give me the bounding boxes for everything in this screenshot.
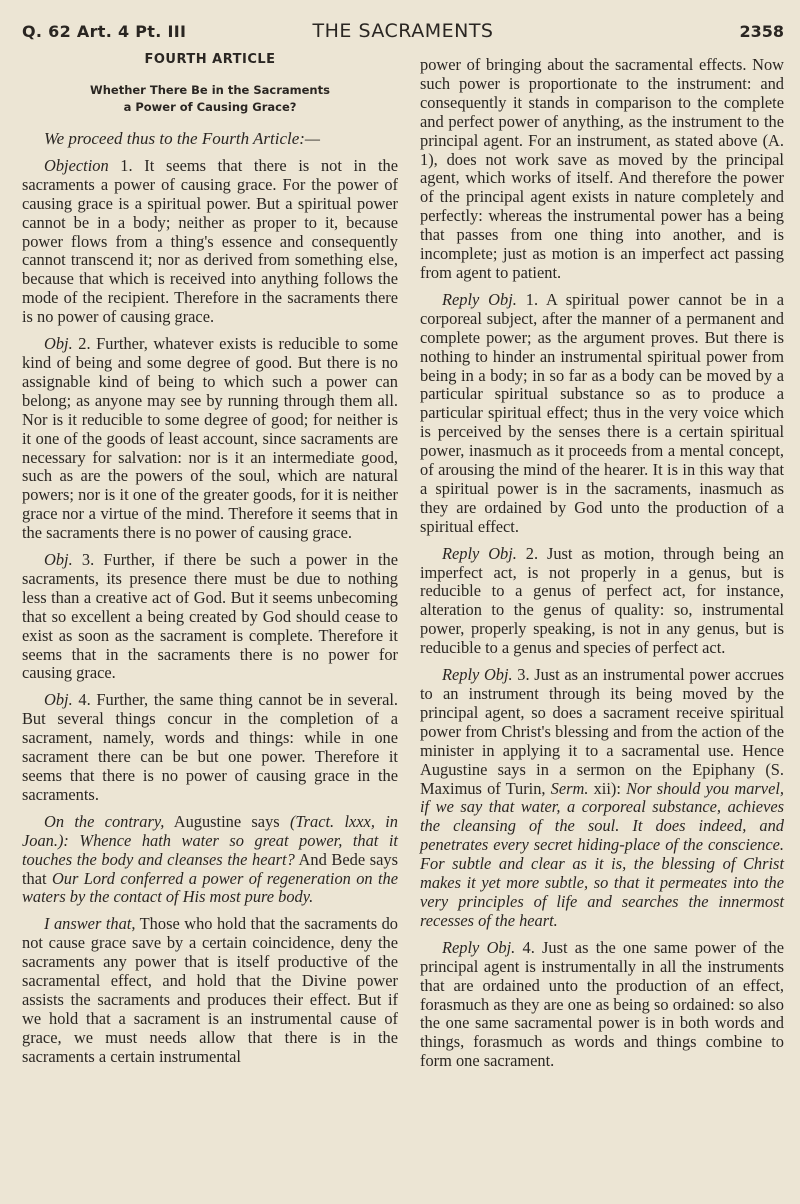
running-header <box>22 18 784 46</box>
on-the-contrary <box>22 813 398 908</box>
objection-2-text: 2. Further, whatever exists is reducible to some kind of being and some degree of good. But there is no assignable kind of being to which such a power can belong; as anyone may see by running through them all. Nor is it reducible to some degree of good; for neither is it one of the goods of least account, since sacraments are necessary for salvation: nor is it an intermediate good, such as are the powers of the soul, which are natural powers; nor is it one of the greater goods, for it is neither grace nor a virtue of the mind. Therefore it seems that in the sacraments there is no power of causing grace. <box>22 334 398 543</box>
contrary-citation: (Tract. lxxx, in Joan.): <box>22 811 398 850</box>
reply-3-citation: Serm. <box>550 778 589 798</box>
article-question-line-1: Whether There Be in the Sacraments <box>90 83 330 97</box>
reply-4-text: 4. Just as the one same power of the principal agent is instrumentally in all the instruments that are ordained unto the production of an effect, forasmuch as they are one as being so ordained: so also the one same sacramental power is in both words and things, forasmuch as words and things combine to form one sacrament. <box>420 937 784 1071</box>
reply-2 <box>420 545 784 658</box>
answer-continuation: power of bringing about the sacramental effects. Now such power is proportionate to the instrument: and consequently it stands in comparison to the complete and perfect power of anything, as the instrument to the principal agent. For an instrument, as stated above (A. 1), does not work save as moved by the principal agent, which works of itself. And therefore the power of the principal agent exists in nature completely and perfectly: whereas the instrumental power has a being that passes from one thing into another, and is incomplete; just as motion is an imperfect act passing from agent to patient. <box>420 55 784 282</box>
reply-3 <box>420 666 784 931</box>
contrary-quote-2: Our Lord conferred a power of regeneration on the waters by the contact of His most pure body. <box>22 868 398 907</box>
reply-3-label: Reply Obj. <box>442 665 513 685</box>
objection-4-text: 4. Further, the same thing cannot be in several. But several things concur in the completion of a sacrament, namely, words and things: while in one sacrament there can be but one power. Therefore it seems that there is no power of causing grace in the sacraments. <box>22 690 398 804</box>
reply-1 <box>420 291 784 537</box>
reply-1-label: Reply Obj. <box>442 289 517 309</box>
reply-1-text: 1. A spiritual power cannot be in a corporeal subject, after the manner of a permanent and complete power; as the argument proves. But there is nothing to hinder an instrumental spiritual power from being in a body; in so far as a body can be moved by a particular spiritual substance so as to produce a particular spiritual effect; thus in the very voice which is perceived by the senses there is a certain spiritual power, inasmuch as it proceeds from a mental concept, of arousing the mind of the hearer. It is in this way that a spiritual power is in the sacraments, inasmuch as they are ordained by God unto the production of a spiritual effect. <box>420 289 785 536</box>
contrary-label: On the contrary, <box>44 811 165 831</box>
article-heading: FOURTH ARTICLE <box>144 52 276 67</box>
objection-2-label: Obj. <box>44 334 73 354</box>
objection-4 <box>22 691 398 804</box>
article-question-line-2: a Power of Causing Grace? <box>123 100 297 114</box>
reply-4-label: Reply Obj. <box>442 937 516 957</box>
right-column <box>420 56 784 1079</box>
reply-3-text-1: 3. Just as an instrumental power accrues to an instrument through its being moved by the principal agent, so does a sacrament receive spiritual power from Christ's blessing and from the action of the minister in applying it to a sacramental use. Hence Augustine says in a sermon on the Epiphany (S. Maximus of Turin, <box>420 665 785 798</box>
reply-3-text-2: xii): <box>588 778 627 798</box>
reply-4 <box>420 939 784 1071</box>
contrary-text-2: And Bede says that <box>22 849 398 888</box>
objection-1-label: Objection <box>44 155 109 175</box>
article-question <box>22 82 398 116</box>
header-title: THE SACRAMENTS <box>312 20 494 42</box>
objection-2 <box>22 335 398 543</box>
objection-4-label: Obj. <box>44 690 73 710</box>
header-reference: Q. 62 Art. 4 Pt. III <box>22 22 187 41</box>
page-number: 2358 <box>739 22 784 41</box>
objection-3-label: Obj. <box>44 550 73 570</box>
contrary-text-1: Augustine says <box>164 811 290 831</box>
lead-sentence: We proceed thus to the Fourth Article:— <box>44 129 321 148</box>
left-column <box>22 52 398 1075</box>
reply-2-text: 2. Just as motion, through being an imperfect act, is not properly in a genus, but is reducible to a genus of perfect act, for instance, alteration to the genus of quality: so, instrumental power, properly speaking, is not in any genus, but is reducible to a genus and species of perfect act. <box>420 543 784 658</box>
reply-2-label: Reply Obj. <box>442 543 517 563</box>
i-answer-that <box>22 915 398 1066</box>
answer-text: Those who hold that the sacraments do not cause grace save by a certain coincidence, deny the sacraments any power that is itself productive of the sacramental effect, and hold that the Divine power assists the sacraments and produces their effect. But if we hold that a sacrament is an instrumental cause of grace, we must needs allow that there is in the sacraments a certain instrumental <box>22 914 398 1066</box>
objection-1-text: 1. It seems that there is not in the sacraments a power of causing grace. For the power of causing grace is a spiritual power. But a spiritual power cannot be in a body; neither as proper to it, because power flows from a thing's essence and consequently cannot transcend it; nor as derived from something else, because that which is received into anything follows the mode of the recipient. Therefore in the sacraments there is no power of causing grace. <box>22 155 398 327</box>
reply-3-quote: Nor should you marvel, if we say that water, a corporeal substance, achieves the cleansing of the soul. It does indeed, and penetrates every secret hiding-place of the conscience. For subtle and clear as it is, the blessing of Christ makes it yet more subtle, so that it permeates into the very principles of life and searches the innermost recesses of the heart. <box>420 778 784 930</box>
contrary-quote-1: Whence hath water so great power, that it touches the body and cleanses the heart? <box>22 830 398 869</box>
objection-3 <box>22 551 398 683</box>
objection-3-text: 3. Further, if there be such a power in the sacraments, its presence there must be due to nothing less than a creative act of God. But it seems unbecoming that so excellent a being created by God should cease to exist as soon as the sacrament is complete. Therefore it seems that in the sacraments there is no power for causing grace. <box>22 550 398 683</box>
objection-1 <box>22 157 398 327</box>
answer-label: I answer that, <box>44 914 136 934</box>
